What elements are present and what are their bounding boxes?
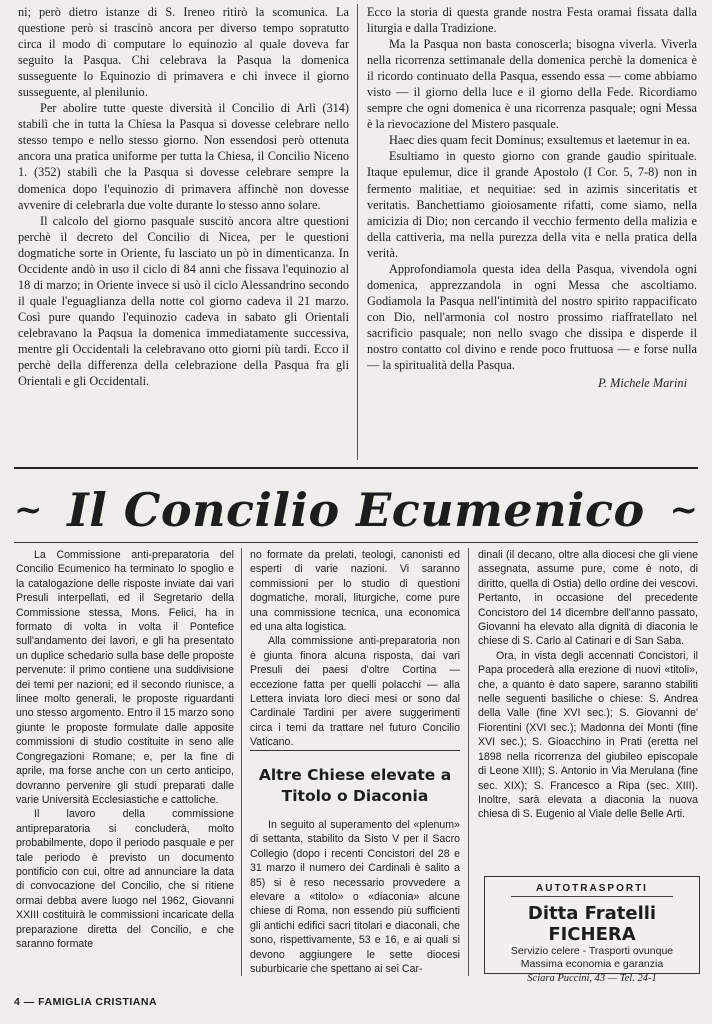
paragraph: Esultiamo in questo giorno con grande gaudio spirituale. Itaque epulemur, dice il grande Apostolo (I Cor. 5, 7-8) non in fermento malitiae, et nequitiae: sed in azimis sinceritatis et veritatis. Banchettiamo gioiosamente rifatti, come siamo, nella amicizia di Dio; non cercando il vecchio fermento della malizia e della cattiveria, ma nella purezza della vita e nella pratica della verità. <box>367 149 697 260</box>
paragraph: Ora, in vista degli accennati Concistori, il Papa procederà alla erezione di nuovi «titoli», che, a quanto è dato sapere, saranno stabiliti nelle seguenti basiliche o chiese: S. Andrea della Valle (fine XVI sec.); S. Giovanni de' Fiorentini (XVI sec.); Madonna dei Monti (fine XVI sec.); S. Gioacchino in Prati (eretta nel 1898 nella ricorrenza del giubileo episcopale di Leone XIII); S. Antonio in Via Merulana (fine sec. XIX); S. Francesco a Ripa (sec. XIII). Inoltre, sarà elevata a diaconia la nuova chiesa di S. Eugenio al Viale delle Belle Arti. <box>478 649 698 821</box>
bottom-column-2-bottom <box>250 818 460 976</box>
bottom-column-3 <box>478 548 698 822</box>
subhead-title: Altre Chiese elevate a Titolo o Diaconia <box>258 766 452 805</box>
section-title: Il Concilio Ecumenico <box>67 483 645 537</box>
column-divider <box>241 548 242 976</box>
paragraph: Il calcolo del giorno pasquale suscitò ancora altre questioni perchè il decreto del Concilio di Nicea, per le questioni dogmatiche sorte in Oriente, fu lasciato un pò in dimenticanza. In Occidente andò in uso il ciclo di 84 anni che fissava l'equinozio al 18 di marzo; in Oriente invece si usò il ciclo Alessandrino secondo il quale l'eguaglianza della notte col giorno cadeva il 21 marzo. Così pure quando l'equinozio cadeva in sabato gli Orientali celebravano la Paqsua la domenica immediatamente successiva, mentre gli Occidentali la celebravano otto giorni più tardi. Ecco il perchè della differenza della celebrazione della Pasqua fra gli Orientali e gli Occidentali. <box>18 213 349 389</box>
paragraph: Ma la Pasqua non basta conoscerla; bisogna viverla. Viverla nella ricorrenza settimanale della domenica perchè la domenica è il ricordo continuato della Pasqua, essendo essa — come abbiamo visto — il giorno della luce e il giorno della Fede. Ricordiamo sempre che ogni domenica è una ricorrenza pasquale; ogni Messa è la rievocazione del Mistero pasquale. <box>367 37 697 132</box>
paragraph: Per abolire tutte queste diversità il Concilio di Arlì (314) stabilì che in tutta la Chiesa la Pasqua si dovesse celebrare nello stesso tempo e nello stesso giorno. Non essendosi però ottenuta ancora una pratica uniforme per tutta la Chiesa, il Concilio Niceno 1. (352) stabilì che la Pasqua si dovesse celebrare sempre la domenica dopo l'equinozio di primavera affinchè non dovesse avvenire di celebrarla due volte durante lo stesso anno solare. <box>18 101 349 212</box>
page-footer: 4 — FAMIGLIA CRISTIANA <box>14 996 158 1008</box>
subhead-rule <box>250 750 460 751</box>
paragraph: ni; però dietro istanze di S. Ireneo ritirò la scomunica. La questione però si trascinò ancora per diverso tempo sopratutto circa il modo di computare lo equinozio al quale doveva far seguito la Pasqua. Chi celebrava la Pasqua la domenica susseguente lo Equinozio di primavera e chi invece il giorno susseguente, al plenilunio. <box>18 5 349 100</box>
paragraph: dinali (il decano, oltre alla diocesi che gli viene assegnata, assume pure, come è noto, di diritto, quella di Ostia) dello ordine dei vescovi. Pertanto, in occasione del precedente Concistoro del 14 dicembre dell'anno passato, Giovanni ha elevato alla dignità di diaconia le chiese di S. Carlo al Catinari e di San Saba. <box>478 549 698 648</box>
paragraph: Haec dies quam fecit Dominus; exsultemus et laetemur in ea. <box>389 133 691 148</box>
paragraph: Approfondiamola questa idea della Pasqua, vivendola ogni domenica, apprezzandola in ogni Messa che ascoltiamo. Godiamola la Pasqua nell'intimità del nostro spirito rappacificato con Dio, nell'armonia col nostro prossimo riaffratellato nel sacrificio pasquale; non nello svago che dissipa e disperde il nostro contatto col divino e rende poco fruttuosa — e forse nulla — la spiritualità della Pasqua. <box>367 261 697 373</box>
banner-underline <box>14 542 698 543</box>
top-left-column <box>18 4 349 389</box>
ad-address: Sciara Puccini, 43 — Tel. 24-1 <box>527 973 657 984</box>
bottom-column-2-top <box>250 548 460 750</box>
banner-dash-left: ~ <box>14 490 43 530</box>
paragraph: Alla commissione anti-preparatoria non è giunta finora alcuna risposta, dai vari Presuli dei paesi d'oltre Cortina — eccezione fatta per quelli polacchi — alla Lettera inviata loro dieci mesi or sono dal Cardinale Tardini per avere suggerimenti circa i temi da trattare nel futuro Concilio Vaticano. <box>250 635 460 749</box>
column-divider <box>468 548 469 976</box>
column-divider <box>357 4 358 460</box>
ad-line: Servizio celere - Trasporti ovunque <box>510 945 674 957</box>
bottom-column-1 <box>16 548 234 951</box>
top-right-column <box>367 4 697 391</box>
section-banner <box>14 484 698 536</box>
ad-heading: AUTOTRASPORTI <box>511 883 673 897</box>
paragraph: Ecco la storia di questa grande nostra Festa oramai fissata dalla liturgia e dalla Tradizione. <box>367 5 697 36</box>
author-signature: P. Michele Marini <box>598 376 687 391</box>
paragraph: Il lavoro della commissione antipreparatoria si concluderà, molto probabilmente, dopo il periodo pasquale e per tale periodo è previsto un documento pontificio con cui, oltre ad annunciare la data di convocazione del Concilio, che si ritiene ormai debba avere luogo nel 1962, Giovanni XXIII costituirà le commissioni incaricate della preparazione diretta del Concilio, e che saranno formate <box>16 808 234 950</box>
banner-dash-right: ~ <box>669 490 698 530</box>
paragraph: no formate da prelati, teologi, canonisti ed esperti di varie nazioni. Vi saranno commissioni per lo studio di questioni dogmatiche, morali, liturgiche, come pure una commissione tecnica, una economica ed una alta logistica. <box>250 549 460 634</box>
ad-line: Massima economia e garanzia <box>520 958 664 970</box>
advertisement-box <box>484 876 700 984</box>
paragraph: La Commissione anti-preparatoria del Concilio Ecumenico ha terminato lo spoglio e la catalogazione delle risposte inviate dai vari Presuli interpellati, ed il Segretario della Commissione stessa, Mons. Felici, ha in formato di volta in volta il Pontefice sull'andamento dei lavori, e gli ha presentato un duplice schedario sulla base delle proposte pervenute: il primo contiene una suddivisione dei temi per nazioni; ed il secondo riunisce, a linee molto generali, le proposte riguardanti uno stesso argomento. Entro il 15 marzo sono giunte le proposte formulate dalle apposite commissioni di studio costituite in seno alle Congregazioni Romane; e, per la fine di aprile, ma forse anche con un certo anticipo, dovranno pervenire gli studi preparati dalle varie Università Ecclesiastiche e cattoliche. <box>16 549 234 806</box>
ad-company-name: Ditta Fratelli FICHERA <box>527 903 657 945</box>
paragraph: In seguito al superamento del «plenum» di settanta, stabilito da Sisto V per il Sacro Collegio (dopo i recenti Concistori del 28 e 31 marzo il numero dei Cardinali è salito a 85) si è reso necessario provvedere a elevare a «titolo» o «diaconia» alcune chiese di Roma, non essendo più sufficienti gli antichi edifici sacri titolari e diaconali, che sono, rispettivamente, 53 e 16, e ai quali si devono aggiungere le sette diocesi suburbicarie che spettano ai sei Car- <box>250 819 460 976</box>
section-divider <box>14 467 698 469</box>
